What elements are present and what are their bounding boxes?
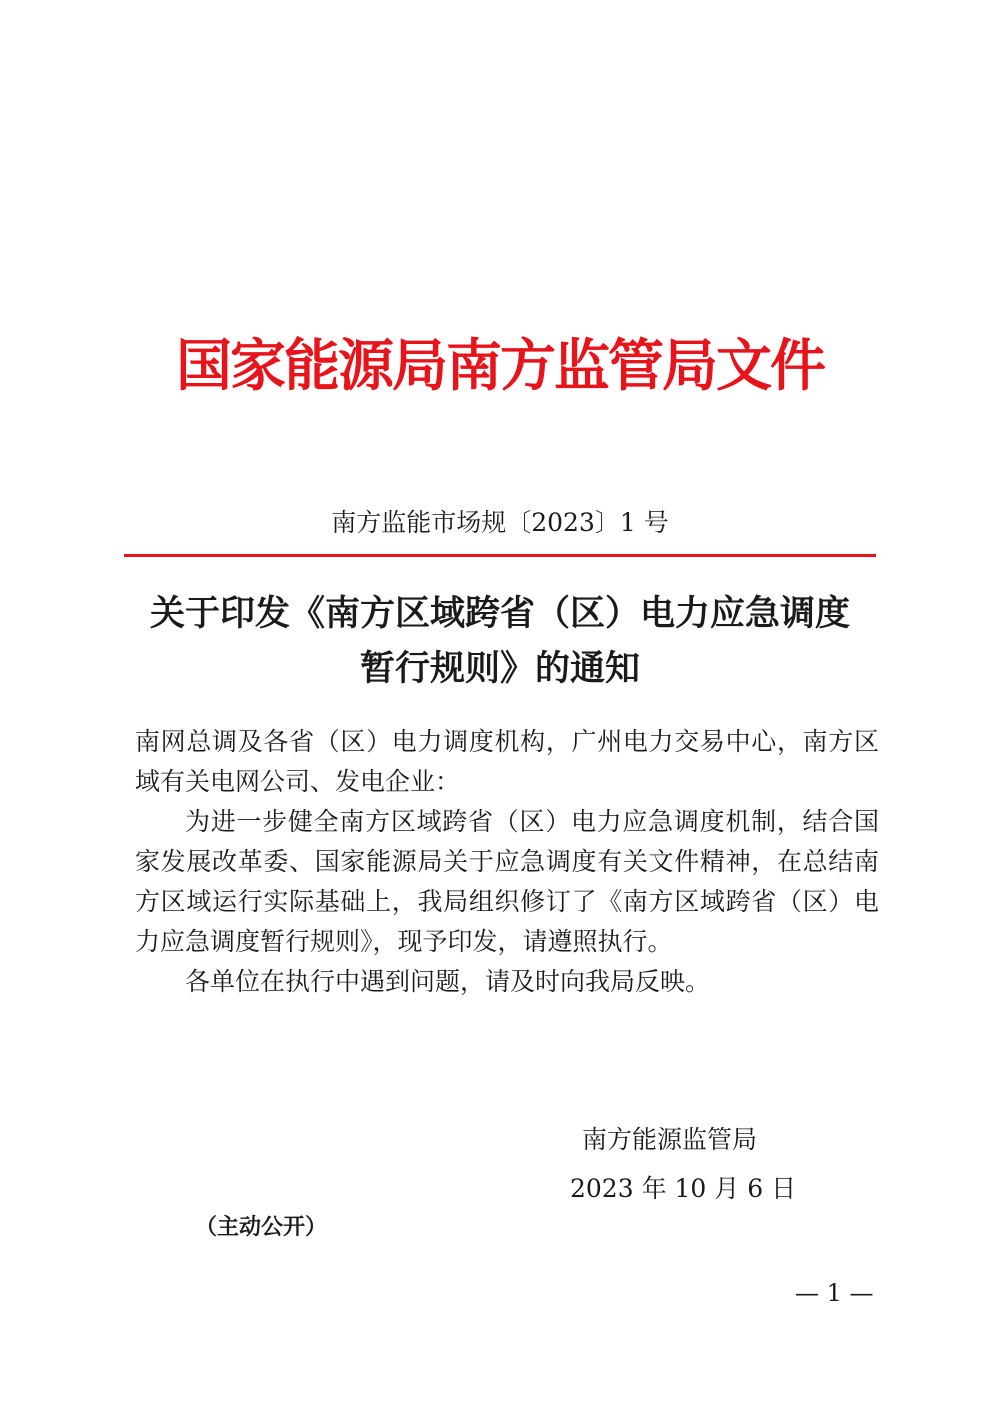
recipients-line: 南网总调及各省（区）电力调度机构，广州电力交易中心，南方区域有关电网公司、发电企业： [135, 727, 879, 796]
red-separator-line [124, 554, 876, 557]
issue-date: 2023 年 10 月 6 日 [570, 1174, 797, 1203]
disclosure-status: （主动公开） [195, 1215, 328, 1240]
page-number: — 1 — [795, 1279, 874, 1307]
document-number: 南方监能市场规〔2023〕1 号 [331, 508, 669, 537]
notice-title-line-2: 暂行规则》的通知 [359, 648, 640, 689]
notice-body [135, 722, 879, 1002]
document-header-title: 国家能源局南方监管局文件 [176, 334, 824, 399]
body-paragraph-1: 为进一步健全南方区域跨省（区）电力应急调度机制，结合国家发展改革委、国家能源局关于应急调度有关文件精神，在总结南方区域运行实际基础上，我局组织修订了《南方区域跨省（区）电力应急调度暂行规则》，现予印发，请遵照执行。 [135, 807, 879, 956]
body-paragraph-2: 各单位在执行中遇到问题，请及时向我局反映。 [185, 967, 711, 996]
issuing-authority: 南方能源监管局 [582, 1125, 758, 1154]
notice-title [124, 586, 876, 696]
notice-title-line-1: 关于印发《南方区域跨省（区）电力应急调度 [149, 593, 850, 634]
